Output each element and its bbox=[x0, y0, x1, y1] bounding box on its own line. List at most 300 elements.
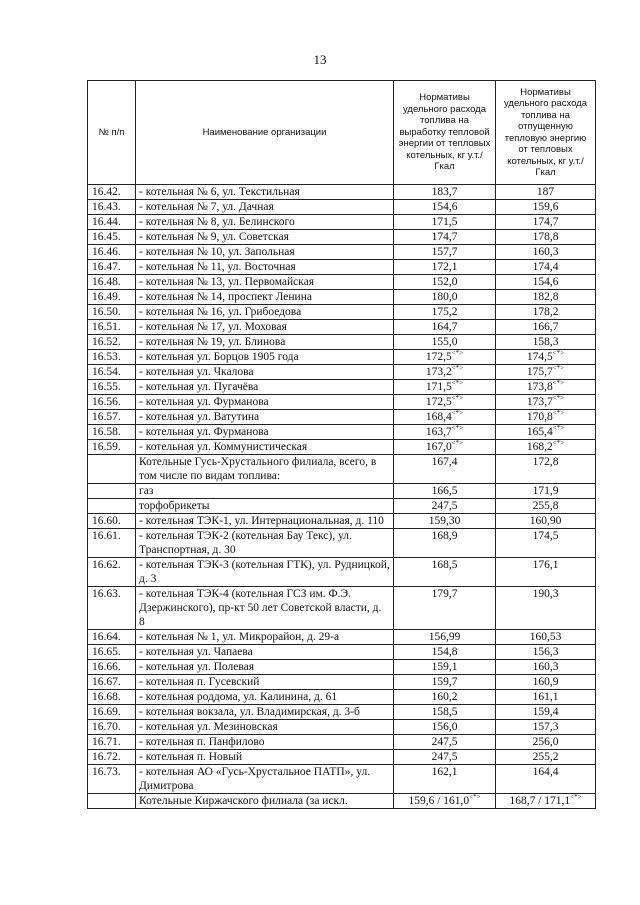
production-norm-value bbox=[394, 514, 496, 529]
organization-name-text: - котельная ул. Коммунистическая bbox=[139, 441, 308, 453]
row-number bbox=[88, 630, 136, 645]
table-row bbox=[88, 380, 596, 395]
table-row bbox=[88, 750, 596, 765]
organization-name bbox=[136, 335, 394, 350]
row-number bbox=[88, 350, 136, 365]
production-norm-value bbox=[394, 558, 496, 587]
organization-name-text: - котельная ТЭК-1, ул. Интернациональная, д. 110 bbox=[139, 515, 384, 527]
production-norm-value bbox=[394, 705, 496, 720]
fuel-norms-table bbox=[87, 80, 596, 809]
organization-name bbox=[136, 200, 394, 215]
supplied-norm-value bbox=[496, 380, 596, 395]
row-number bbox=[88, 705, 136, 720]
organization-name bbox=[136, 395, 394, 410]
production-norm-value-text: 247,5 bbox=[431, 751, 458, 763]
organization-name-text: - котельная № 8, ул. Белинского bbox=[139, 216, 295, 228]
supplied-norm-value bbox=[496, 230, 596, 245]
row-number-text: 16.46. bbox=[92, 246, 121, 258]
supplied-norm-value-text: 178,8 bbox=[532, 231, 559, 243]
row-number-text: 16.45. bbox=[92, 231, 121, 243]
row-number-text: 16.59. bbox=[92, 441, 121, 453]
supplied-norm-value bbox=[496, 455, 596, 484]
supplied-norm-value bbox=[496, 720, 596, 735]
footnote-mark: <*> bbox=[451, 439, 464, 448]
table-row bbox=[88, 645, 596, 660]
footnote-mark: <*> bbox=[552, 409, 565, 418]
row-number bbox=[88, 245, 136, 260]
row-number bbox=[88, 484, 136, 499]
supplied-norm-value bbox=[496, 275, 596, 290]
table-header-row bbox=[88, 81, 596, 185]
supplied-norm-value bbox=[496, 395, 596, 410]
organization-name-text: - котельная ул. Пугачёва bbox=[139, 381, 259, 393]
production-norm-value-text: 179,7 bbox=[431, 588, 458, 600]
supplied-norm-value bbox=[496, 587, 596, 630]
organization-name-text: - котельная ТЭК-4 (котельная ГСЗ им. Ф.Э. Дзержинского), пр-кт 50 лет Советской власти, д. 8 bbox=[139, 588, 382, 628]
organization-name-text: - котельная п. Гусевский bbox=[139, 676, 260, 688]
page-number: 13 bbox=[313, 52, 327, 67]
row-number-text: 16.44. bbox=[92, 216, 121, 228]
supplied-norm-value bbox=[496, 514, 596, 529]
production-norm-value bbox=[394, 425, 496, 440]
organization-name bbox=[136, 645, 394, 660]
row-number-text: 16.61. bbox=[92, 530, 121, 542]
table-row bbox=[88, 705, 596, 720]
production-norm-value-text: 172,5 bbox=[425, 396, 452, 408]
table-row bbox=[88, 514, 596, 529]
row-number bbox=[88, 529, 136, 558]
table-row bbox=[88, 215, 596, 230]
row-number bbox=[88, 645, 136, 660]
row-number bbox=[88, 690, 136, 705]
table-row bbox=[88, 245, 596, 260]
table-row bbox=[88, 690, 596, 705]
supplied-norm-value-text: 160,90 bbox=[529, 515, 562, 527]
footnote-mark: <*> bbox=[570, 793, 582, 802]
organization-name bbox=[136, 690, 394, 705]
table-row bbox=[88, 290, 596, 305]
row-number bbox=[88, 275, 136, 290]
production-norm-value-text: 171,5 bbox=[431, 216, 458, 228]
supplied-norm-value-text: 160,3 bbox=[532, 661, 559, 673]
organization-name-text: - котельная № 14, проспект Ленина bbox=[139, 291, 312, 303]
supplied-norm-value-text: 173,7 bbox=[526, 396, 553, 408]
footnote-mark: <*> bbox=[552, 349, 565, 358]
table-row bbox=[88, 499, 596, 514]
row-number-text: 16.43. bbox=[92, 201, 121, 213]
organization-name bbox=[136, 735, 394, 750]
row-number-text: 16.42. bbox=[92, 186, 121, 198]
supplied-norm-value bbox=[496, 440, 596, 455]
supplied-norm-value bbox=[496, 558, 596, 587]
production-norm-value bbox=[394, 484, 496, 499]
organization-name-text: - котельная ул. Чапаева bbox=[139, 646, 253, 658]
table-body bbox=[88, 185, 596, 809]
organization-name bbox=[136, 380, 394, 395]
supplied-norm-value-text: 175,7 bbox=[526, 366, 553, 378]
production-norm-value-text: 173,2 bbox=[425, 366, 452, 378]
organization-name-text: - котельная вокзала, ул. Владимирская, д. 3-б bbox=[139, 706, 360, 718]
row-number-text: 16.62. bbox=[92, 559, 121, 571]
row-number-text: 16.54. bbox=[92, 366, 121, 378]
organization-name-text: - котельная ТЭК-3 (котельная ГТК), ул. Рудницкой, д. 3 bbox=[139, 559, 390, 585]
supplied-norm-value bbox=[496, 290, 596, 305]
organization-name bbox=[136, 275, 394, 290]
table-row bbox=[88, 260, 596, 275]
production-norm-value-text: 168,4 bbox=[425, 411, 452, 423]
row-number-text: 16.56. bbox=[92, 396, 121, 408]
supplied-norm-value-text: 173,8 bbox=[526, 381, 553, 393]
row-number-text: 16.70. bbox=[92, 721, 121, 733]
table-row bbox=[88, 675, 596, 690]
organization-name-text: - котельная № 16, ул. Грибоедова bbox=[139, 306, 302, 318]
supplied-norm-value bbox=[496, 305, 596, 320]
production-norm-value bbox=[394, 794, 496, 809]
organization-name-text: - котельная ул. Чкалова bbox=[139, 366, 254, 378]
production-norm-value bbox=[394, 660, 496, 675]
supplied-norm-value-text: 158,3 bbox=[532, 336, 559, 348]
table-row bbox=[88, 558, 596, 587]
row-number bbox=[88, 499, 136, 514]
organization-name bbox=[136, 215, 394, 230]
organization-name-text: - котельная № 10, ул. Запольная bbox=[139, 246, 295, 258]
row-number-text: 16.53. bbox=[92, 351, 121, 363]
row-number bbox=[88, 514, 136, 529]
table-row bbox=[88, 529, 596, 558]
organization-name-text: - котельная п. Панфилово bbox=[139, 736, 265, 748]
production-norm-value bbox=[394, 529, 496, 558]
organization-name-text: торфобрикеты bbox=[139, 500, 210, 512]
production-norm-value bbox=[394, 200, 496, 215]
supplied-norm-value bbox=[496, 350, 596, 365]
production-norm-value bbox=[394, 275, 496, 290]
production-norm-value bbox=[394, 690, 496, 705]
row-number bbox=[88, 185, 136, 200]
row-number bbox=[88, 735, 136, 750]
row-number bbox=[88, 320, 136, 335]
supplied-norm-value-text: 156,3 bbox=[532, 646, 559, 658]
production-norm-value bbox=[394, 587, 496, 630]
table-row bbox=[88, 794, 596, 809]
row-number bbox=[88, 200, 136, 215]
supplied-norm-value-text: 168,7 / 171,1 bbox=[509, 795, 571, 807]
production-norm-value bbox=[394, 290, 496, 305]
supplied-norm-value bbox=[496, 645, 596, 660]
organization-name bbox=[136, 425, 394, 440]
row-number-text: 16.60. bbox=[92, 515, 121, 527]
supplied-norm-value-text: 159,6 bbox=[532, 201, 559, 213]
table-row bbox=[88, 587, 596, 630]
supplied-norm-value-text: 159,4 bbox=[532, 706, 559, 718]
production-norm-value-text: 159,7 bbox=[431, 676, 458, 688]
production-norm-value-text: 152,0 bbox=[431, 276, 458, 288]
row-number-text: 16.52. bbox=[92, 336, 121, 348]
supplied-norm-value-text: 176,1 bbox=[532, 559, 559, 571]
footnote-mark: <*> bbox=[451, 394, 464, 403]
production-norm-value bbox=[394, 455, 496, 484]
supplied-norm-value-text: 255,8 bbox=[532, 500, 559, 512]
organization-name bbox=[136, 350, 394, 365]
footnote-mark: <*> bbox=[552, 424, 565, 433]
production-norm-value-text: 159,30 bbox=[428, 515, 461, 527]
row-number-text: 16.71. bbox=[92, 736, 121, 748]
header-organization-name: Наименование организации bbox=[136, 81, 394, 185]
table-row bbox=[88, 200, 596, 215]
row-number bbox=[88, 587, 136, 630]
organization-name bbox=[136, 675, 394, 690]
row-number-text: 16.55. bbox=[92, 381, 121, 393]
production-norm-value bbox=[394, 499, 496, 514]
production-norm-value bbox=[394, 260, 496, 275]
supplied-norm-value bbox=[496, 660, 596, 675]
row-number bbox=[88, 230, 136, 245]
supplied-norm-value bbox=[496, 794, 596, 809]
organization-name bbox=[136, 765, 394, 794]
supplied-norm-value bbox=[496, 260, 596, 275]
supplied-norm-value-text: 171,9 bbox=[532, 485, 559, 497]
table-row bbox=[88, 350, 596, 365]
production-norm-value-text: 163,7 bbox=[425, 426, 452, 438]
table-row bbox=[88, 335, 596, 350]
supplied-norm-value-text: 256,0 bbox=[532, 736, 559, 748]
supplied-norm-value bbox=[496, 529, 596, 558]
row-number bbox=[88, 380, 136, 395]
supplied-norm-value-text: 160,9 bbox=[532, 676, 559, 688]
row-number bbox=[88, 558, 136, 587]
organization-name-text: - котельная № 19, ул. Блинова bbox=[139, 336, 286, 348]
row-number bbox=[88, 765, 136, 794]
organization-name-text: - котельная № 6, ул. Текстильная bbox=[139, 186, 300, 198]
organization-name bbox=[136, 320, 394, 335]
supplied-norm-value bbox=[496, 630, 596, 645]
row-number bbox=[88, 440, 136, 455]
supplied-norm-value-text: 160,3 bbox=[532, 246, 559, 258]
row-number bbox=[88, 720, 136, 735]
supplied-norm-value-text: 187 bbox=[536, 186, 555, 198]
organization-name bbox=[136, 558, 394, 587]
row-number bbox=[88, 750, 136, 765]
supplied-norm-value bbox=[496, 185, 596, 200]
organization-name-text: - котельная ТЭК-2 (котельная Бау Текс), ул. Транспортная, д. 30 bbox=[139, 530, 352, 556]
row-number-text: 16.69. bbox=[92, 706, 121, 718]
supplied-norm-value-text: 178,2 bbox=[532, 306, 559, 318]
production-norm-value-text: 174,7 bbox=[431, 231, 458, 243]
organization-name-text: - котельная № 7, ул. Дачная bbox=[139, 201, 274, 213]
organization-name-text: - котельная ул. Борцов 1905 года bbox=[139, 351, 299, 363]
row-number-text: 16.47. bbox=[92, 261, 121, 273]
row-number-text: 16.58. bbox=[92, 426, 121, 438]
table-row bbox=[88, 455, 596, 484]
production-norm-value bbox=[394, 735, 496, 750]
table-row bbox=[88, 720, 596, 735]
footnote-mark: <*> bbox=[451, 424, 464, 433]
row-number-text: 16.66. bbox=[92, 661, 121, 673]
production-norm-value bbox=[394, 675, 496, 690]
row-number-text: 16.50. bbox=[92, 306, 121, 318]
supplied-norm-value-text: 168,2 bbox=[526, 441, 553, 453]
row-number-text: 16.67. bbox=[92, 676, 121, 688]
production-norm-value-text: 172,5 bbox=[425, 351, 452, 363]
row-number bbox=[88, 675, 136, 690]
row-number bbox=[88, 215, 136, 230]
supplied-norm-value-text: 182,8 bbox=[532, 291, 559, 303]
production-norm-value-text: 172,1 bbox=[431, 261, 458, 273]
organization-name bbox=[136, 705, 394, 720]
organization-name bbox=[136, 440, 394, 455]
row-number-text: 16.49. bbox=[92, 291, 121, 303]
table-row bbox=[88, 185, 596, 200]
organization-name bbox=[136, 410, 394, 425]
organization-name bbox=[136, 185, 394, 200]
supplied-norm-value-text: 255,2 bbox=[532, 751, 559, 763]
production-norm-value bbox=[394, 230, 496, 245]
production-norm-value bbox=[394, 720, 496, 735]
table-row bbox=[88, 765, 596, 794]
row-number bbox=[88, 305, 136, 320]
supplied-norm-value bbox=[496, 690, 596, 705]
production-norm-value bbox=[394, 410, 496, 425]
production-norm-value-text: 159,6 / 161,0 bbox=[408, 795, 470, 807]
organization-name-text: - котельная п. Новый bbox=[139, 751, 243, 763]
production-norm-value bbox=[394, 750, 496, 765]
production-norm-value-text: 156,99 bbox=[428, 631, 461, 643]
row-number bbox=[88, 425, 136, 440]
row-number bbox=[88, 335, 136, 350]
table-row bbox=[88, 365, 596, 380]
organization-name bbox=[136, 529, 394, 558]
supplied-norm-value-text: 172,8 bbox=[532, 456, 559, 468]
supplied-norm-value bbox=[496, 200, 596, 215]
table-row bbox=[88, 660, 596, 675]
supplied-norm-value bbox=[496, 245, 596, 260]
production-norm-value bbox=[394, 350, 496, 365]
organization-name-text: - котельная АО «Гусь-Хрустальное ПАТП», ул. Димитрова bbox=[139, 766, 371, 792]
production-norm-value-text: 156,0 bbox=[431, 721, 458, 733]
footnote-mark: <*> bbox=[451, 409, 464, 418]
production-norm-value bbox=[394, 395, 496, 410]
supplied-norm-value bbox=[496, 750, 596, 765]
supplied-norm-value bbox=[496, 335, 596, 350]
supplied-norm-value-text: 170,8 bbox=[526, 411, 553, 423]
organization-name bbox=[136, 260, 394, 275]
supplied-norm-value bbox=[496, 365, 596, 380]
supplied-norm-value-text: 190,3 bbox=[532, 588, 559, 600]
footnote-mark: <*> bbox=[451, 349, 464, 358]
production-norm-value-text: 175,2 bbox=[431, 306, 458, 318]
row-number-text: 16.73. bbox=[92, 766, 121, 778]
organization-name bbox=[136, 365, 394, 380]
production-norm-value bbox=[394, 215, 496, 230]
footnote-mark: <*> bbox=[451, 364, 464, 373]
production-norm-value-text: 160,2 bbox=[431, 691, 458, 703]
row-number-text: 16.48. bbox=[92, 276, 121, 288]
organization-name-text: - котельная ул. Фурманова bbox=[139, 396, 269, 408]
production-norm-value-text: 157,7 bbox=[431, 246, 458, 258]
organization-name bbox=[136, 660, 394, 675]
row-number bbox=[88, 660, 136, 675]
production-norm-value-text: 247,5 bbox=[431, 736, 458, 748]
organization-name-text: - котельная № 17, ул. Моховая bbox=[139, 321, 287, 333]
table-row bbox=[88, 425, 596, 440]
row-number bbox=[88, 455, 136, 484]
organization-name bbox=[136, 630, 394, 645]
organization-name-text: газ bbox=[139, 485, 154, 497]
supplied-norm-value-text: 154,6 bbox=[532, 276, 559, 288]
supplied-norm-value bbox=[496, 735, 596, 750]
production-norm-value bbox=[394, 245, 496, 260]
row-number-text: 16.64. bbox=[92, 631, 121, 643]
production-norm-value bbox=[394, 320, 496, 335]
production-norm-value-text: 180,0 bbox=[431, 291, 458, 303]
organization-name-text: - котельная № 11, ул. Восточная bbox=[139, 261, 296, 273]
supplied-norm-value bbox=[496, 705, 596, 720]
production-norm-value-text: 166,5 bbox=[431, 485, 458, 497]
organization-name bbox=[136, 455, 394, 484]
organization-name bbox=[136, 230, 394, 245]
organization-name-text: - котельная роддома, ул. Калинина, д. 61 bbox=[139, 691, 338, 703]
organization-name bbox=[136, 587, 394, 630]
supplied-norm-value bbox=[496, 425, 596, 440]
production-norm-value-text: 168,5 bbox=[431, 559, 458, 571]
organization-name-text: - котельная № 13, ул. Первомайская bbox=[139, 276, 315, 288]
production-norm-value-text: 183,7 bbox=[431, 186, 458, 198]
footnote-mark: <*> bbox=[552, 394, 565, 403]
supplied-norm-value-text: 174,5 bbox=[526, 351, 553, 363]
production-norm-value-text: 167,4 bbox=[431, 456, 458, 468]
organization-name-text: - котельная № 1, ул. Микрорайон, д. 29-а bbox=[139, 631, 340, 643]
supplied-norm-value-text: 157,3 bbox=[532, 721, 559, 733]
production-norm-value-text: 247,5 bbox=[431, 500, 458, 512]
supplied-norm-value bbox=[496, 320, 596, 335]
organization-name bbox=[136, 794, 394, 809]
table-row bbox=[88, 630, 596, 645]
production-norm-value bbox=[394, 365, 496, 380]
production-norm-value-text: 167,0 bbox=[425, 441, 452, 453]
production-norm-value bbox=[394, 380, 496, 395]
table-row bbox=[88, 410, 596, 425]
organization-name bbox=[136, 245, 394, 260]
table-row bbox=[88, 230, 596, 245]
production-norm-value-text: 154,8 bbox=[431, 646, 458, 658]
table-row bbox=[88, 440, 596, 455]
row-number bbox=[88, 365, 136, 380]
organization-name bbox=[136, 499, 394, 514]
organization-name-text: Котельные Гусь-Хрустального филиала, всего, в том числе по видам топлива: bbox=[139, 456, 377, 482]
production-norm-value bbox=[394, 440, 496, 455]
supplied-norm-value-text: 174,7 bbox=[532, 216, 559, 228]
row-number-text: 16.72. bbox=[92, 751, 121, 763]
footnote-mark: <*> bbox=[469, 793, 481, 802]
table-row bbox=[88, 735, 596, 750]
footnote-mark: <*> bbox=[552, 379, 565, 388]
organization-name-text: - котельная ул. Мезиновская bbox=[139, 721, 278, 733]
header-supplied-norm: Нормативы удельного расхода топлива на отпущенную тепловую энергию от тепловых котельных, кг у.т./Гкал bbox=[496, 81, 596, 185]
table-row bbox=[88, 275, 596, 290]
production-norm-value-text: 164,7 bbox=[431, 321, 458, 333]
supplied-norm-value bbox=[496, 675, 596, 690]
footnote-mark: <*> bbox=[552, 439, 565, 448]
row-number bbox=[88, 794, 136, 809]
row-number-text: 16.51. bbox=[92, 321, 121, 333]
organization-name bbox=[136, 305, 394, 320]
row-number-text: 16.63. bbox=[92, 588, 121, 600]
row-number bbox=[88, 410, 136, 425]
production-norm-value bbox=[394, 630, 496, 645]
table-row bbox=[88, 305, 596, 320]
production-norm-value bbox=[394, 765, 496, 794]
row-number bbox=[88, 290, 136, 305]
organization-name-text: - котельная ул. Ватутина bbox=[139, 411, 260, 423]
